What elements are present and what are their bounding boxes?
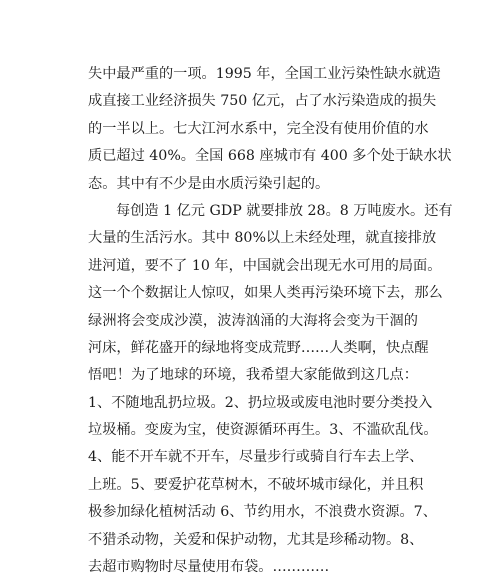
text-line: 这一个个数据让人惊叹，如果人类再污染环境下去，那么 bbox=[88, 285, 443, 302]
text-line: 去超市购物时尽量使用布袋。………… bbox=[88, 559, 330, 576]
text-line: 每创造 1 亿元 GDP 就要排放 28。8 万吨废水。还有 bbox=[116, 202, 453, 219]
text-line: 质已超过 40%。全国 668 座城市有 400 多个处于缺水状 bbox=[88, 148, 452, 165]
text-line: 极参加绿化植树活动 6、节约用水，不浪费水资源。7、 bbox=[88, 504, 437, 521]
text-line: 不猎杀动物，关爱和保护动物，尤其是珍稀动物。8、 bbox=[88, 531, 424, 548]
text-line: 垃圾桶。变废为宝，使资源循环再生。3、不滥砍乱伐。 bbox=[88, 422, 438, 439]
text-line: 大量的生活污水。其中 80%以上未经处理，就直接排放 bbox=[88, 230, 437, 247]
text-line: 的一半以上。七大江河水系中，完全没有使用价值的水 bbox=[88, 120, 429, 137]
text-line: 4、能不开车就不开车，尽量步行或骑自行车去上学、 bbox=[88, 449, 424, 466]
text-line: 悟吧！为了地球的环境，我希望大家能做到这几点： bbox=[88, 367, 418, 384]
text-line: 失中最严重的一项。1995 年，全国工业污染性缺水就造 bbox=[88, 66, 441, 82]
text-line: 1、不随地乱扔垃圾。2、扔垃圾或废电池时要分类投入 bbox=[88, 394, 433, 411]
text-line: 上班。5、要爱护花草树木，不破坏城市绿化，并且积 bbox=[88, 476, 424, 493]
text-line: 成直接工业经济损失 750 亿元，占了水污染造成的损失 bbox=[88, 93, 437, 110]
text-line: 进河道，要不了 10 年，中国就会出现无水可用的局面。 bbox=[88, 257, 442, 274]
text-line: 绿洲将会变成沙漠，波涛汹涌的大海将会变为干涸的 bbox=[88, 312, 418, 329]
text-line: 河床，鲜花盛开的绿地将变成荒野……人类啊，快点醒 bbox=[88, 339, 429, 356]
text-line: 态。其中有不少是由水质污染引起的。 bbox=[88, 175, 330, 192]
body-text bbox=[88, 61, 453, 581]
